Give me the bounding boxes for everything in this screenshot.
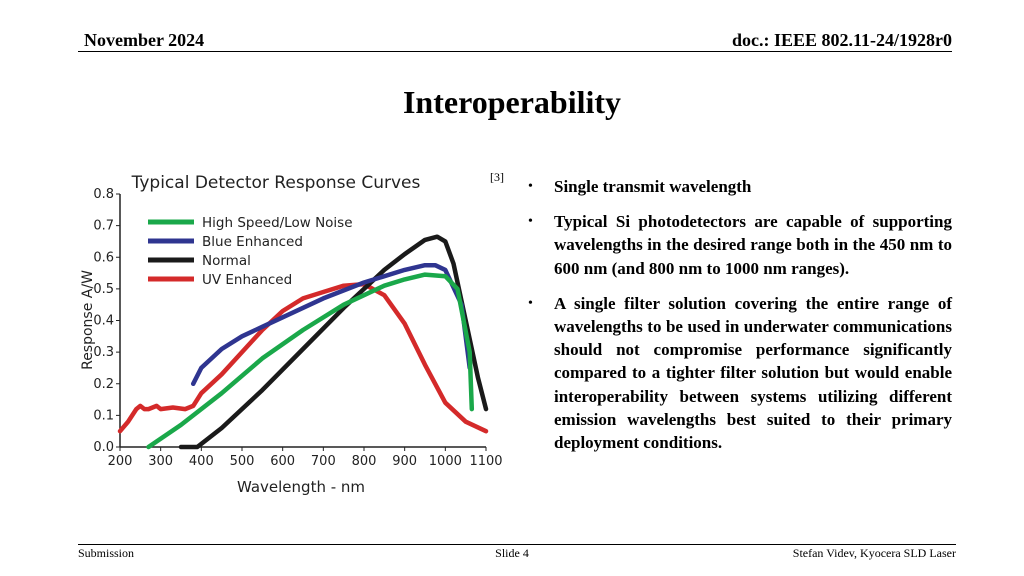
response-chart <box>72 160 512 500</box>
bullet-list <box>528 175 952 466</box>
x-tick-label: 500 <box>229 454 255 469</box>
x-tick-label: 700 <box>310 454 336 469</box>
y-tick-label: 0.8 <box>93 187 114 202</box>
legend-label: High Speed/Low Noise <box>202 215 353 231</box>
x-tick-label: 600 <box>270 454 296 469</box>
bullet-text: Single transmit wavelength <box>554 177 752 196</box>
y-tick-label: 0.2 <box>93 376 114 392</box>
reference-marker: [3] <box>490 170 504 184</box>
x-tick-label: 1000 <box>428 454 462 469</box>
header-doc-id: doc.: IEEE 802.11-24/1928r0 <box>731 30 952 50</box>
header-rule <box>78 51 952 52</box>
bullet-item <box>528 175 952 198</box>
x-tick-label: 1100 <box>469 454 503 469</box>
slide-title: Interoperability <box>402 84 622 120</box>
x-tick-label: 200 <box>107 454 133 469</box>
footer-author: Stefan Videv, Kyocera SLD Laser <box>792 546 956 560</box>
legend-label: UV Enhanced <box>202 272 293 288</box>
x-tick-label: 800 <box>351 454 377 469</box>
y-tick-label: 0.3 <box>93 345 114 361</box>
bullet-dot-icon: • <box>528 214 533 230</box>
footer-slide-number: Slide 4 <box>495 546 529 560</box>
y-tick-label: 0.4 <box>93 313 114 329</box>
bullet-text: A single filter solution covering the entire range of wavelengths to be used in underwater communications should not compromise performance significantly compared to a tighter filter solution but would enable interoperability between systems utilizing different emission wavelengths best suited to their primary deployment conditions. <box>554 293 952 453</box>
y-tick-label: 0.5 <box>93 281 114 297</box>
bullet-dot-icon: • <box>528 179 533 194</box>
y-tick-label: 0.1 <box>93 408 114 424</box>
header-date: November 2024 <box>84 30 205 50</box>
chart-xlabel: Wavelength - nm <box>236 478 366 496</box>
bullet-item <box>528 292 952 454</box>
bullet-dot-icon: • <box>528 295 533 311</box>
y-tick-label: 0.0 <box>93 440 114 455</box>
legend-label: Blue Enhanced <box>202 234 303 250</box>
bullet-text: Typical Si photodetectors are capable of supporting wavelengths in the desired range both in the 450 nm to 600 nm (and 800 nm to 1000 nm ranges). <box>554 212 952 278</box>
chart-ylabel: Response A/W <box>80 270 96 370</box>
footer-rule <box>78 544 956 545</box>
x-tick-label: 300 <box>148 454 174 469</box>
y-tick-label: 0.7 <box>93 218 114 234</box>
x-tick-label: 900 <box>392 454 418 469</box>
footer-submission: Submission <box>78 546 135 560</box>
x-tick-label: 400 <box>188 454 214 469</box>
y-tick-label: 0.6 <box>93 250 114 266</box>
legend-label: Normal <box>202 253 251 269</box>
chart-title: Typical Detector Response Curves <box>131 173 421 193</box>
bullet-item <box>528 210 952 280</box>
